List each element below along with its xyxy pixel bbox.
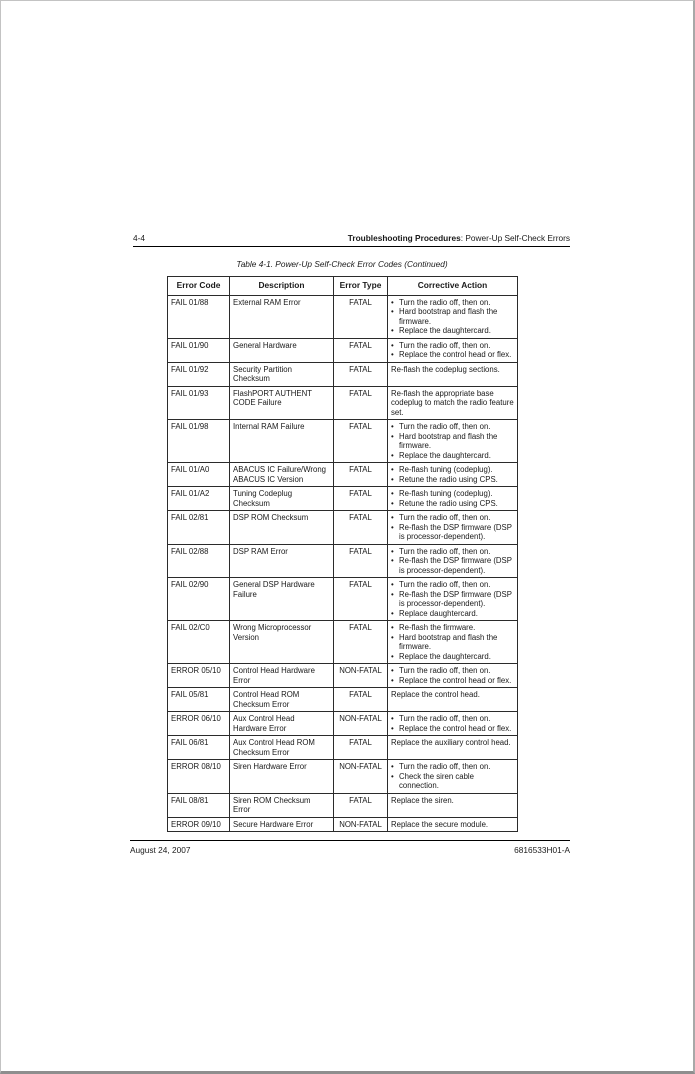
cell-description: Aux Control Head ROM Checksum Error [230, 736, 334, 760]
action-item [391, 609, 514, 619]
cell-corrective-action [388, 712, 518, 736]
bullet-icon: • [391, 632, 394, 642]
action-item [391, 341, 514, 351]
cell-error-code: FAIL 02/81 [168, 511, 230, 545]
cell-error-type: NON-FATAL [334, 664, 388, 688]
action-item [391, 432, 514, 451]
table-row [168, 463, 518, 487]
cell-error-code: FAIL 01/98 [168, 420, 230, 463]
table-row [168, 621, 518, 664]
cell-description: General Hardware [230, 338, 334, 362]
bullet-icon: • [391, 714, 394, 723]
action-item [391, 820, 514, 830]
action-item [391, 738, 514, 748]
cell-corrective-action [388, 817, 518, 832]
cell-error-type: FATAL [334, 511, 388, 545]
cell-corrective-action [388, 736, 518, 760]
cell-error-type: FATAL [334, 487, 388, 511]
cell-error-code: ERROR 09/10 [168, 817, 230, 832]
action-item [391, 475, 514, 485]
table-row [168, 511, 518, 545]
action-text: Turn the radio off, then on. [399, 762, 491, 771]
bullet-icon: • [391, 651, 394, 661]
bullet-icon: • [391, 350, 394, 359]
action-item [391, 350, 514, 360]
action-text: Turn the radio off, then on. [399, 513, 491, 522]
table-row [168, 338, 518, 362]
table-row [168, 487, 518, 511]
bullet-icon: • [391, 589, 394, 599]
bullet-icon: • [391, 431, 394, 441]
action-text: Replace daughtercard. [399, 608, 478, 618]
action-item [391, 298, 514, 308]
cell-corrective-action [388, 793, 518, 817]
cell-corrective-action [388, 578, 518, 621]
action-text: Replace the control head or flex. [399, 350, 512, 359]
bullet-icon: • [391, 326, 394, 335]
cell-corrective-action [388, 362, 518, 386]
cell-error-type: FATAL [334, 736, 388, 760]
page-number: 4-4 [133, 233, 145, 243]
action-text: Replace the auxiliary control head. [391, 738, 511, 747]
bullet-icon: • [391, 474, 394, 484]
action-text: Re-flash the DSP firmware (DSP is processor-dependent). [399, 522, 512, 541]
column-header-corrective-action: Corrective Action [388, 277, 518, 296]
cell-description: ABACUS IC Failure/Wrong ABACUS IC Version [230, 463, 334, 487]
bullet-icon: • [391, 340, 394, 350]
bullet-icon: • [391, 608, 394, 618]
cell-description: Wrong Microprocessor Version [230, 621, 334, 664]
cell-error-code: FAIL 01/90 [168, 338, 230, 362]
action-text: Turn the radio off, then on. [399, 422, 491, 431]
action-item [391, 623, 514, 633]
bullet-icon: • [391, 675, 394, 685]
cell-error-code: FAIL 01/92 [168, 362, 230, 386]
action-item [391, 666, 514, 676]
cell-error-type: FATAL [334, 362, 388, 386]
action-text: Turn the radio off, then on. [399, 340, 491, 350]
cell-description: Security Partition Checksum [230, 362, 334, 386]
cell-corrective-action [388, 463, 518, 487]
cell-corrective-action [388, 544, 518, 578]
cell-error-code: FAIL 02/88 [168, 544, 230, 578]
action-item [391, 652, 514, 662]
header-section-rest: : Power-Up Self-Check Errors [460, 233, 570, 243]
action-text: Hard bootstrap and flash the firmware. [399, 307, 498, 326]
cell-description: DSP RAM Error [230, 544, 334, 578]
table-row [168, 664, 518, 688]
action-text: Re-flash the codeplug sections. [391, 364, 500, 374]
cell-error-type: FATAL [334, 793, 388, 817]
cell-description: Tuning Codeplug Checksum [230, 487, 334, 511]
action-text: Replace the daughtercard. [399, 651, 491, 661]
cell-error-code: ERROR 05/10 [168, 664, 230, 688]
cell-description: FlashPORT AUTHENT CODE Failure [230, 386, 334, 420]
column-header-error-type: Error Type [334, 277, 388, 296]
action-item [391, 451, 514, 461]
cell-error-code: FAIL 01/93 [168, 386, 230, 420]
action-text: Replace the siren. [391, 795, 454, 805]
cell-description: Secure Hardware Error [230, 817, 334, 832]
action-item [391, 389, 514, 418]
action-item [391, 633, 514, 652]
table-row [168, 793, 518, 817]
action-item [391, 724, 514, 734]
action-item [391, 422, 514, 432]
cell-corrective-action [388, 295, 518, 338]
action-item [391, 513, 514, 523]
action-text: Hard bootstrap and flash the firmware. [399, 431, 498, 450]
bullet-icon: • [391, 580, 394, 589]
bullet-icon: • [391, 546, 394, 556]
cell-corrective-action [388, 511, 518, 545]
cell-error-type: FATAL [334, 338, 388, 362]
cell-description: DSP ROM Checksum [230, 511, 334, 545]
table-row [168, 688, 518, 712]
table-container [167, 276, 517, 832]
bullet-icon: • [391, 723, 394, 733]
cell-error-code: FAIL 01/88 [168, 295, 230, 338]
action-item [391, 714, 514, 724]
action-item [391, 556, 514, 575]
cell-description: Control Head Hardware Error [230, 664, 334, 688]
cell-corrective-action [388, 338, 518, 362]
bullet-icon: • [391, 450, 394, 460]
bullet-icon: • [391, 422, 394, 431]
column-header-error-code: Error Code [168, 277, 230, 296]
header-section [348, 233, 570, 243]
cell-error-code: FAIL 01/A0 [168, 463, 230, 487]
table-row [168, 712, 518, 736]
action-text: Replace the secure module. [391, 819, 489, 829]
action-item [391, 796, 514, 806]
cell-error-code: FAIL 02/90 [168, 578, 230, 621]
action-text: Turn the radio off, then on. [399, 297, 491, 307]
action-item [391, 499, 514, 509]
table-row [168, 736, 518, 760]
cell-error-type: FATAL [334, 386, 388, 420]
action-text: Re-flash tuning (codeplug). [399, 489, 493, 498]
cell-description: External RAM Error [230, 295, 334, 338]
cell-error-type: FATAL [334, 295, 388, 338]
action-text: Turn the radio off, then on. [399, 546, 491, 556]
cell-error-code: FAIL 08/81 [168, 793, 230, 817]
cell-corrective-action [388, 420, 518, 463]
action-item [391, 365, 514, 375]
action-item [391, 489, 514, 499]
action-text: Re-flash the appropriate base codeplug to match the radio feature set. [391, 388, 514, 417]
header-row [168, 277, 518, 296]
cell-description: Control Head ROM Checksum Error [230, 688, 334, 712]
action-item [391, 762, 514, 772]
cell-description: Siren Hardware Error [230, 760, 334, 794]
footer-doc-number: 6816533H01-A [514, 845, 570, 855]
footer-date: August 24, 2007 [130, 845, 191, 855]
action-text: Re-flash the DSP firmware (DSP is processor-dependent). [399, 556, 512, 575]
action-item [391, 772, 514, 791]
table-row [168, 386, 518, 420]
table-head [168, 277, 518, 296]
bullet-icon: • [391, 307, 394, 316]
bullet-icon: • [391, 762, 394, 771]
action-item [391, 676, 514, 686]
action-text: Replace the control head or flex. [399, 723, 512, 733]
bullet-icon: • [391, 297, 394, 307]
cell-corrective-action [388, 386, 518, 420]
action-text: Retune the radio using CPS. [399, 474, 498, 484]
column-header-description: Description [230, 277, 334, 296]
action-text: Re-flash tuning (codeplug). [399, 465, 493, 474]
bullet-icon: • [391, 522, 394, 532]
bullet-icon: • [391, 489, 394, 498]
action-item [391, 580, 514, 590]
cell-corrective-action [388, 688, 518, 712]
bullet-icon: • [391, 498, 394, 508]
cell-error-type: NON-FATAL [334, 817, 388, 832]
table-row [168, 544, 518, 578]
action-item [391, 590, 514, 609]
cell-corrective-action [388, 664, 518, 688]
footer-rule [130, 840, 570, 841]
cell-error-type: NON-FATAL [334, 712, 388, 736]
cell-error-type: FATAL [334, 420, 388, 463]
action-item [391, 326, 514, 336]
cell-error-code: FAIL 05/81 [168, 688, 230, 712]
action-item [391, 547, 514, 557]
table-row [168, 362, 518, 386]
action-text: Retune the radio using CPS. [399, 498, 498, 508]
header-section-bold: Troubleshooting Procedures [347, 233, 461, 243]
error-codes-table [167, 276, 518, 832]
cell-corrective-action [388, 760, 518, 794]
cell-description: Aux Control Head Hardware Error [230, 712, 334, 736]
page-footer [130, 845, 570, 855]
bullet-icon: • [391, 623, 394, 632]
cell-error-code: FAIL 06/81 [168, 736, 230, 760]
action-item [391, 465, 514, 475]
action-text: Replace the control head or flex. [399, 675, 512, 685]
action-text: Turn the radio off, then on. [399, 666, 491, 675]
cell-error-type: NON-FATAL [334, 760, 388, 794]
cell-error-code: FAIL 02/C0 [168, 621, 230, 664]
cell-description: General DSP Hardware Failure [230, 578, 334, 621]
cell-description: Internal RAM Failure [230, 420, 334, 463]
table-row [168, 420, 518, 463]
cell-corrective-action [388, 621, 518, 664]
table-row [168, 817, 518, 832]
action-text: Check the siren cable connection. [399, 771, 474, 790]
bullet-icon: • [391, 556, 394, 565]
action-item [391, 690, 514, 700]
action-text: Re-flash the firmware. [399, 623, 476, 632]
action-text: Re-flash the DSP firmware (DSP is processor-dependent). [399, 589, 512, 608]
bullet-icon: • [391, 465, 394, 474]
action-text: Turn the radio off, then on. [399, 714, 491, 723]
action-text: Hard bootstrap and flash the firmware. [399, 632, 498, 651]
page-header [133, 233, 570, 243]
cell-error-code: FAIL 01/A2 [168, 487, 230, 511]
bullet-icon: • [391, 513, 394, 522]
action-item [391, 523, 514, 542]
cell-error-type: FATAL [334, 621, 388, 664]
action-text: Replace the control head. [391, 690, 480, 699]
table-row [168, 578, 518, 621]
action-text: Turn the radio off, then on. [399, 580, 491, 589]
cell-error-code: ERROR 06/10 [168, 712, 230, 736]
action-text: Replace the daughtercard. [399, 326, 491, 335]
bullet-icon: • [391, 771, 394, 781]
table-body [168, 295, 518, 832]
cell-error-type: FATAL [334, 688, 388, 712]
cell-error-code: ERROR 08/10 [168, 760, 230, 794]
table-row [168, 295, 518, 338]
cell-error-type: FATAL [334, 463, 388, 487]
cell-corrective-action [388, 487, 518, 511]
bullet-icon: • [391, 666, 394, 675]
cell-description: Siren ROM Checksum Error [230, 793, 334, 817]
table-caption: Table 4-1. Power-Up Self-Check Error Codes (Continued) [236, 259, 448, 269]
cell-error-type: FATAL [334, 544, 388, 578]
cell-error-type: FATAL [334, 578, 388, 621]
table-row [168, 760, 518, 794]
header-rule [133, 246, 570, 247]
action-item [391, 307, 514, 326]
action-text: Replace the daughtercard. [399, 450, 491, 460]
